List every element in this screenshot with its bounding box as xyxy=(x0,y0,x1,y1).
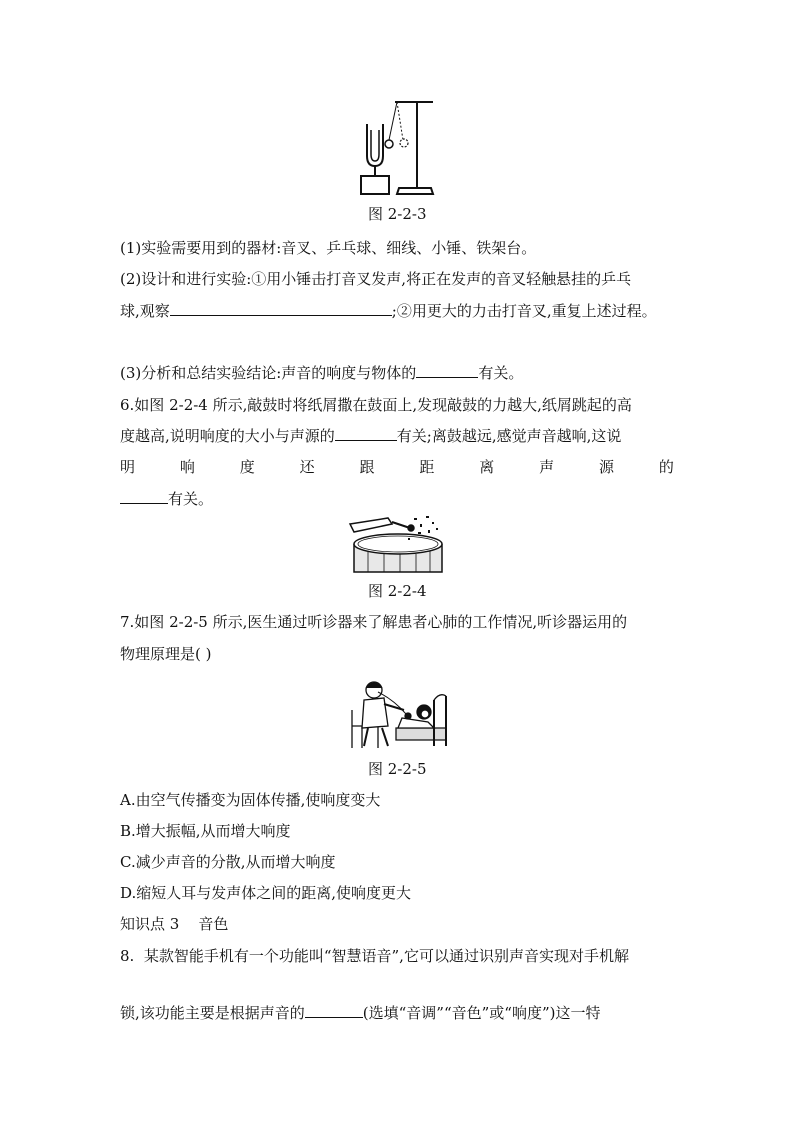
q6-line3 xyxy=(120,456,674,478)
q7-line1: 7.如图 2-2-5 所示,医生通过听诊器来了解患者心肺的工作情况,听诊器运用的 xyxy=(120,613,628,631)
q6-char: 明 xyxy=(120,458,136,476)
figure-caption-2-2-5: 图 2-2-5 xyxy=(368,760,427,778)
answer-blank-observe[interactable] xyxy=(170,301,392,316)
q7-line2: 物理原理是( ) xyxy=(120,645,212,663)
q6-line2 xyxy=(120,425,621,447)
q6-char: 度 xyxy=(239,458,255,476)
q6-line4 xyxy=(120,488,213,510)
q5-part2a: (2)设计和进行实验:①用小锤击打音叉发声,将正在发声的音叉轻触悬挂的乒乓 xyxy=(120,270,632,288)
answer-blank-loudness-factor[interactable] xyxy=(416,363,478,378)
q6-char: 还 xyxy=(299,458,315,476)
q6-char: 声 xyxy=(539,458,555,476)
figure-caption-2-2-3: 图 2-2-3 xyxy=(368,205,427,223)
q8-line2-pre: 锁,该功能主要是根据声音的 xyxy=(120,1004,305,1022)
q6-line1: 6.如图 2-2-4 所示,敲鼓时将纸屑撒在鼓面上,发现敲鼓的力越大,纸屑跳起的高 xyxy=(120,396,632,414)
q7-option-d[interactable]: D.缩短人耳与发声体之间的距离,使响度更大 xyxy=(120,884,412,902)
q5-part3-post: 有关。 xyxy=(478,364,524,382)
q8-line2 xyxy=(120,1002,601,1024)
q5-part3 xyxy=(120,362,523,384)
q8-line1: 8. 某款智能手机有一个功能叫“智慧语音”,它可以通过识别声音实现对手机解 xyxy=(120,947,629,965)
stethoscope-figure xyxy=(348,670,448,750)
q6-char: 源 xyxy=(599,458,615,476)
q6-char: 距 xyxy=(419,458,435,476)
figure-caption-2-2-4: 图 2-2-4 xyxy=(368,582,427,600)
tuning-fork-figure xyxy=(355,96,435,198)
q5-part1: (1)实验需要用到的器材:音叉、乒乓球、细线、小锤、铁架台。 xyxy=(120,239,537,257)
q6-char: 响 xyxy=(179,458,195,476)
q6-char: 的 xyxy=(658,458,674,476)
answer-blank-source[interactable] xyxy=(335,426,397,441)
q5-part3-pre: (3)分析和总结实验结论:声音的响度与物体的 xyxy=(120,364,417,382)
q5-part2b xyxy=(120,300,657,322)
q5-part2b-post: ;②用更大的力击打音叉,重复上述过程。 xyxy=(391,302,657,320)
q6-char: 跟 xyxy=(359,458,375,476)
q6-line2-post: 有关;离鼓越远,感觉声音越响,这说 xyxy=(396,427,622,445)
q6-line4-post: 有关。 xyxy=(168,490,214,508)
answer-blank-timbre[interactable] xyxy=(305,1003,363,1018)
q8-line2-post: (选填“音调”“音色”或“响度”)这一特 xyxy=(362,1004,601,1022)
q7-option-c[interactable]: C.减少声音的分散,从而增大响度 xyxy=(120,853,336,871)
section-title: 知识点 3 音色 xyxy=(120,915,229,933)
q7-option-b[interactable]: B.增大振幅,从而增大响度 xyxy=(120,822,291,840)
q7-option-a[interactable]: A.由空气传播变为固体传播,使响度变大 xyxy=(120,791,381,809)
drum-figure xyxy=(348,510,448,574)
answer-blank-distance[interactable] xyxy=(120,489,168,504)
q6-line2-pre: 度越高,说明响度的大小与声源的 xyxy=(120,427,335,445)
q6-char: 离 xyxy=(479,458,495,476)
q5-part2b-pre: 球,观察 xyxy=(120,302,170,320)
